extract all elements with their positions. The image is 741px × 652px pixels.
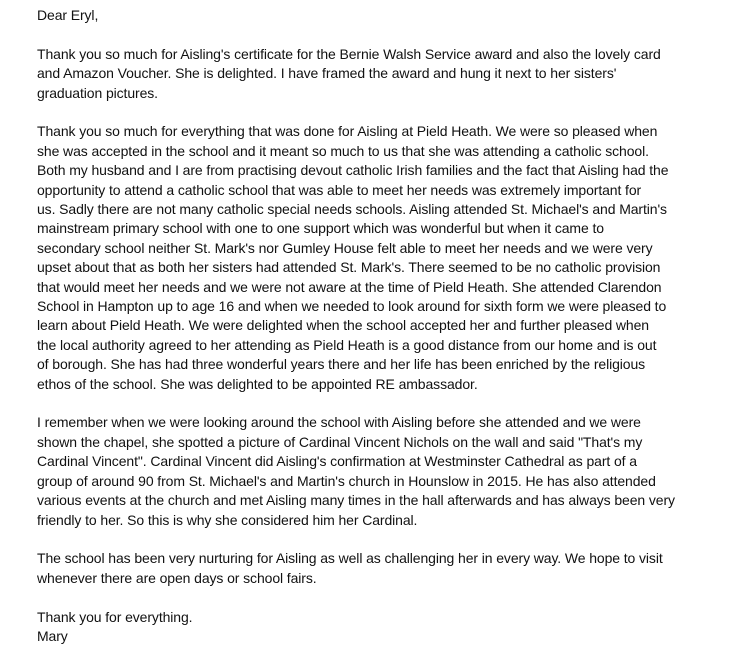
- paragraph-line: I remember when we were looking around the school with Aisling before she attended and we were: [37, 414, 641, 431]
- paragraph-line: mainstream primary school with one to one support which was wonderful but when it came to: [37, 220, 604, 237]
- letter-body: [37, 6, 727, 646]
- paragraph-line: she was accepted in the school and it meant so much to us that she was attending a catholic school.: [37, 142, 649, 159]
- paragraph-line: learn about Pield Heath. We were delighted when the school accepted her and further pleased when: [37, 317, 649, 334]
- signature: Mary: [37, 627, 68, 644]
- paragraph-line: secondary school neither St. Mark's nor Gumley House felt able to meet her needs and we were very: [37, 239, 653, 256]
- paragraph-line: ethos of the school. She was delighted to be appointed RE ambassador.: [37, 375, 478, 392]
- salutation-text: Dear Eryl,: [37, 7, 99, 23]
- paragraph-line: School in Hampton up to age 16 and when we needed to look around for sixth form we were pleased to: [37, 298, 667, 315]
- paragraph-line: The school has been very nurturing for Aisling as well as challenging her in every way. We hope to visit: [37, 550, 663, 567]
- salutation: [37, 6, 727, 25]
- paragraph-1: [37, 45, 727, 103]
- paragraph-line: Both my husband and I are from practising devout catholic Irish families and the fact that Aisling had the: [37, 162, 669, 179]
- closing-block: [37, 608, 727, 647]
- paragraph-line: and Amazon Voucher. She is delighted. I have framed the award and hung it next to her sisters': [37, 65, 617, 82]
- paragraph-4: [37, 549, 727, 588]
- paragraph-line: group of around 90 from St. Michael's and Martin's church in Hounslow in 2015. He has also attended: [37, 472, 656, 489]
- paragraph-line: friendly to her. So this is why she considered him her Cardinal.: [37, 511, 418, 528]
- paragraph-line: various events at the church and met Aisling many times in the hall afterwards and has always been very: [37, 492, 675, 509]
- paragraph-line: shown the chapel, she spotted a picture of Cardinal Vincent Nichols on the wall and said "That's my: [37, 433, 643, 450]
- paragraph-line: whenever there are open days or school fairs.: [37, 569, 317, 586]
- paragraph-3: [37, 413, 727, 529]
- paragraph-line: us. Sadly there are not many catholic special needs schools. Aisling attended St. Michael's and Martin's: [37, 201, 667, 218]
- paragraph-2: [37, 122, 727, 394]
- closing-text: Thank you for everything.: [37, 608, 193, 625]
- paragraph-line: graduation pictures.: [37, 84, 158, 101]
- paragraph-line: opportunity to attend a catholic school that was able to meet her needs was extremely important for: [37, 181, 642, 198]
- paragraph-line: Thank you so much for Aisling's certificate for the Bernie Walsh Service award and also the lovely card: [37, 45, 661, 62]
- paragraph-line: Cardinal Vincent". Cardinal Vincent did Aisling's confirmation at Westminster Cathedral as part of a: [37, 453, 637, 470]
- paragraph-line: Thank you so much for everything that was done for Aisling at Pield Heath. We were so pleased when: [37, 123, 658, 140]
- paragraph-line: upset about that as both her sisters had attended St. Mark's. There seemed to be no catholic provision: [37, 259, 661, 276]
- paragraph-line: of borough. She has had three wonderful years there and her life has been enriched by the religious: [37, 356, 646, 373]
- paragraph-line: the local authority agreed to her attending as Pield Heath is a good distance from our home and is out: [37, 336, 657, 353]
- paragraph-line: that would meet her needs and we were not aware at the time of Pield Heath. She attended Clarendon: [37, 278, 662, 295]
